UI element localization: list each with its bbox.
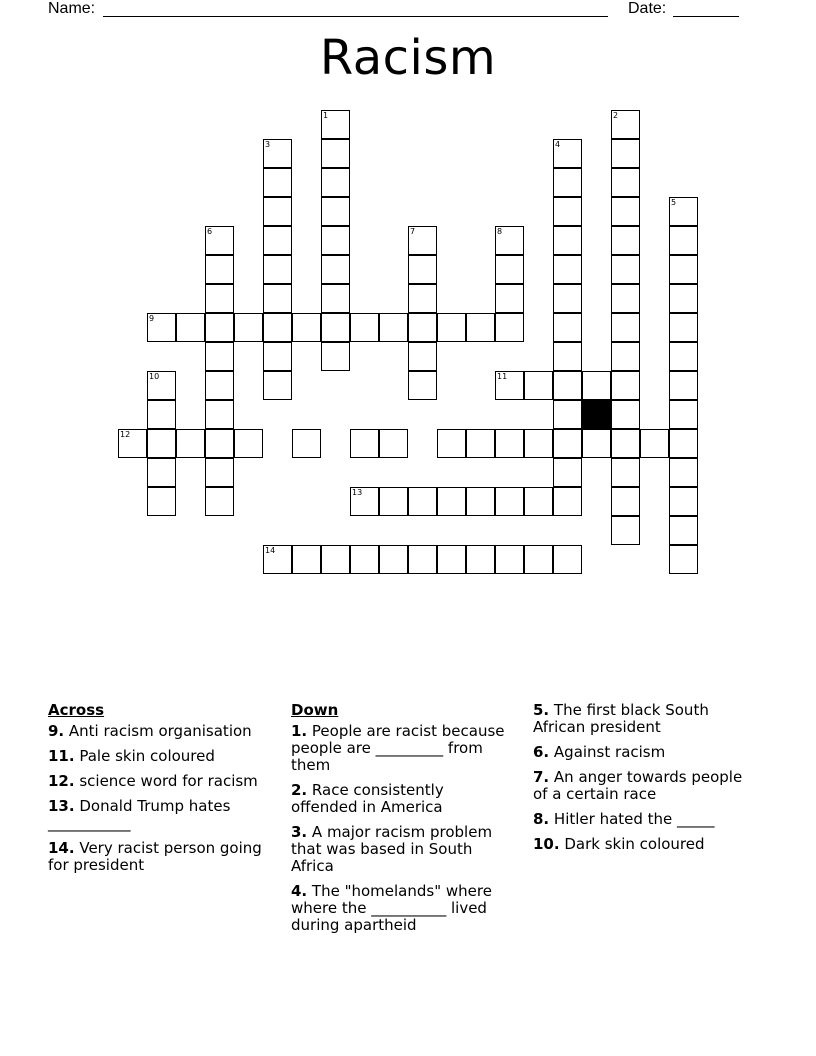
grid-cell[interactable] — [553, 371, 582, 400]
clue-number: 6 — [207, 227, 213, 236]
clue-number: 11 — [497, 372, 508, 381]
grid-cell[interactable] — [437, 313, 466, 342]
grid-cell[interactable] — [553, 168, 582, 197]
grid-cell[interactable] — [611, 168, 640, 197]
grid-cell[interactable] — [176, 313, 205, 342]
clue-number: 13 — [352, 488, 363, 497]
grid-cell[interactable] — [466, 487, 495, 516]
grid-cell[interactable] — [553, 313, 582, 342]
clue-number: 14 — [265, 546, 276, 555]
grid-cell[interactable] — [379, 487, 408, 516]
clue-item — [533, 702, 753, 736]
grid-cell[interactable] — [669, 371, 698, 400]
page-title: Racism — [319, 30, 497, 86]
grid-cell[interactable] — [263, 255, 292, 284]
clue-text: Dark skin coloured — [559, 835, 705, 853]
grid-cell[interactable] — [495, 313, 524, 342]
grid-cell[interactable] — [582, 429, 611, 458]
grid-cell[interactable] — [669, 284, 698, 313]
clue-number-label: 12. — [48, 772, 75, 790]
grid-cell[interactable] — [379, 313, 408, 342]
name-label: Name: — [48, 0, 96, 17]
clue-text: Hitler hated the _____ — [549, 810, 715, 828]
grid-cell[interactable] — [350, 545, 379, 574]
grid-cell[interactable] — [495, 545, 524, 574]
grid-cell[interactable] — [611, 487, 640, 516]
grid-cell[interactable] — [263, 139, 292, 168]
clue-item — [48, 798, 268, 832]
grid-cell[interactable] — [495, 226, 524, 255]
grid-cell[interactable] — [147, 400, 176, 429]
grid-cell[interactable] — [408, 371, 437, 400]
grid-cell[interactable] — [524, 429, 553, 458]
grid-cell[interactable] — [118, 429, 147, 458]
grid-cell[interactable] — [408, 545, 437, 574]
grid-cell[interactable] — [611, 139, 640, 168]
clue-number-label: 11. — [48, 747, 75, 765]
clue-number: 1 — [323, 111, 329, 120]
clue-text: A major racism problem that was based in South Africa — [291, 823, 493, 875]
grid-cell[interactable] — [495, 429, 524, 458]
grid-cell[interactable] — [321, 342, 350, 371]
clue-number: 5 — [671, 198, 677, 207]
grid-cell[interactable] — [611, 284, 640, 313]
grid-cell[interactable] — [524, 487, 553, 516]
grid-cell[interactable] — [669, 313, 698, 342]
grid-cell[interactable] — [263, 168, 292, 197]
grid-cell[interactable] — [321, 139, 350, 168]
grid-cell[interactable] — [524, 371, 553, 400]
grid-cell[interactable] — [553, 197, 582, 226]
grid-cell[interactable] — [611, 197, 640, 226]
grid-cell[interactable] — [437, 487, 466, 516]
clue-item — [48, 723, 268, 740]
grid-cell[interactable] — [495, 487, 524, 516]
clue-number-label: 4. — [291, 882, 308, 900]
grid-cell[interactable] — [408, 226, 437, 255]
grid-cell[interactable] — [466, 429, 495, 458]
grid-cell[interactable] — [263, 197, 292, 226]
across-heading: Across — [48, 701, 105, 719]
grid-cell[interactable] — [669, 487, 698, 516]
grid-cell[interactable] — [408, 342, 437, 371]
clue-item — [533, 744, 753, 761]
across-clues — [48, 702, 268, 882]
grid-cell[interactable] — [321, 255, 350, 284]
grid-cell[interactable] — [495, 255, 524, 284]
grid-cell[interactable] — [263, 313, 292, 342]
grid-cell[interactable] — [147, 371, 176, 400]
grid-cell[interactable] — [205, 313, 234, 342]
down-clues-continued — [533, 702, 753, 861]
grid-cell[interactable] — [408, 255, 437, 284]
clue-item — [291, 883, 511, 934]
clue-number-label: 6. — [533, 743, 550, 761]
clue-text: The first black South African president — [533, 701, 709, 736]
clue-text: People are racist because people are _________ from them — [291, 722, 505, 774]
grid-cell[interactable] — [205, 284, 234, 313]
clue-number: 2 — [613, 111, 619, 120]
grid-cell[interactable] — [669, 342, 698, 371]
grid-cell[interactable] — [147, 429, 176, 458]
clue-number: 3 — [265, 140, 271, 149]
clue-number: 8 — [497, 227, 503, 236]
down-clues — [291, 702, 511, 942]
grid-cell[interactable] — [205, 226, 234, 255]
grid-cell[interactable] — [640, 429, 669, 458]
grid-cell[interactable] — [669, 400, 698, 429]
grid-cell[interactable] — [234, 429, 263, 458]
clue-text: Against racism — [549, 743, 666, 761]
grid-cell[interactable] — [321, 284, 350, 313]
grid-cell[interactable] — [205, 371, 234, 400]
grid-cell[interactable] — [292, 545, 321, 574]
grid-cell[interactable] — [321, 313, 350, 342]
grid-cell[interactable] — [263, 226, 292, 255]
clue-text: Race consistently offended in America — [291, 781, 444, 816]
clue-number-label: 13. — [48, 797, 75, 815]
grid-cell[interactable] — [582, 371, 611, 400]
grid-cell[interactable] — [553, 226, 582, 255]
grid-cell[interactable] — [669, 545, 698, 574]
grid-cell[interactable] — [553, 400, 582, 429]
grid-cell[interactable] — [611, 226, 640, 255]
clue-number-label: 7. — [533, 768, 550, 786]
clue-text: science word for racism — [74, 772, 258, 790]
grid-cell[interactable] — [611, 400, 640, 429]
grid-cell[interactable] — [292, 429, 321, 458]
grid-cell[interactable] — [379, 429, 408, 458]
grid-cell[interactable] — [466, 313, 495, 342]
clue-number: 12 — [120, 430, 131, 439]
grid-cell[interactable] — [205, 487, 234, 516]
grid-cell[interactable] — [495, 284, 524, 313]
grid-cell[interactable] — [495, 371, 524, 400]
grid-cell[interactable] — [205, 400, 234, 429]
clue-number-label: 5. — [533, 701, 550, 719]
clue-item — [48, 840, 268, 874]
clue-number-label: 9. — [48, 722, 65, 740]
grid-cell[interactable] — [611, 255, 640, 284]
grid-cell[interactable] — [524, 545, 553, 574]
clue-text: Very racist person going for president — [48, 839, 262, 874]
grid-cell[interactable] — [553, 429, 582, 458]
grid-cell[interactable] — [147, 313, 176, 342]
grid-cell[interactable] — [611, 429, 640, 458]
grid-cell[interactable] — [263, 284, 292, 313]
grid-cell[interactable] — [321, 197, 350, 226]
grid-cell[interactable] — [263, 545, 292, 574]
grid-cell[interactable] — [321, 168, 350, 197]
date-label: Date: — [628, 0, 667, 17]
clue-number-label: 10. — [533, 835, 560, 853]
grid-cell[interactable] — [321, 226, 350, 255]
grid-cell[interactable] — [669, 255, 698, 284]
grid-cell[interactable] — [611, 342, 640, 371]
grid-cell[interactable] — [205, 458, 234, 487]
clue-item — [533, 836, 753, 853]
clue-item — [48, 748, 268, 765]
grid-cell[interactable] — [379, 545, 408, 574]
clue-number-label: 3. — [291, 823, 308, 841]
clue-number-label: 14. — [48, 839, 75, 857]
grid-cell[interactable] — [669, 226, 698, 255]
grid-cell[interactable] — [437, 429, 466, 458]
grid-cell[interactable] — [321, 110, 350, 139]
clue-item — [533, 811, 753, 828]
clue-text: Donald Trump hates ___________ — [48, 797, 231, 832]
down-heading: Down — [291, 701, 339, 719]
clue-number-label: 2. — [291, 781, 308, 799]
grid-cell[interactable] — [669, 429, 698, 458]
clue-item — [291, 723, 511, 774]
grid-cell[interactable] — [263, 342, 292, 371]
clue-item — [533, 769, 753, 803]
grid-cell[interactable] — [611, 371, 640, 400]
grid-cell[interactable] — [611, 458, 640, 487]
clue-text: Pale skin coloured — [74, 747, 215, 765]
clue-item — [291, 824, 511, 875]
black-cell — [582, 400, 611, 429]
grid-cell[interactable] — [669, 458, 698, 487]
grid-cell[interactable] — [408, 313, 437, 342]
grid-cell[interactable] — [553, 545, 582, 574]
grid-cell[interactable] — [350, 313, 379, 342]
clue-number-label: 1. — [291, 722, 308, 740]
clue-number: 9 — [149, 314, 155, 323]
clue-item — [291, 782, 511, 816]
clue-number: 10 — [149, 372, 160, 381]
grid-cell[interactable] — [611, 313, 640, 342]
grid-cell[interactable] — [350, 487, 379, 516]
grid-cell[interactable] — [553, 458, 582, 487]
grid-cell[interactable] — [553, 487, 582, 516]
grid-cell[interactable] — [292, 313, 321, 342]
grid-cell[interactable] — [553, 342, 582, 371]
clue-text: Anti racism organisation — [64, 722, 252, 740]
grid-cell[interactable] — [437, 545, 466, 574]
grid-cell[interactable] — [234, 313, 263, 342]
grid-cell[interactable] — [147, 458, 176, 487]
grid-cell[interactable] — [147, 487, 176, 516]
grid-cell[interactable] — [205, 342, 234, 371]
clue-number-label: 8. — [533, 810, 550, 828]
grid-cell[interactable] — [611, 516, 640, 545]
clue-text: The "homelands" where where the __________ lived during apartheid — [291, 882, 492, 934]
grid-cell[interactable] — [321, 545, 350, 574]
grid-cell[interactable] — [176, 429, 205, 458]
clue-number: 4 — [555, 140, 561, 149]
grid-cell[interactable] — [611, 110, 640, 139]
grid-cell[interactable] — [263, 371, 292, 400]
clue-item — [48, 773, 268, 790]
clue-text: An anger towards people of a certain race — [533, 768, 743, 803]
grid-cell[interactable] — [553, 255, 582, 284]
grid-cell[interactable] — [466, 545, 495, 574]
grid-cell[interactable] — [553, 139, 582, 168]
grid-cell[interactable] — [408, 487, 437, 516]
grid-cell[interactable] — [205, 255, 234, 284]
grid-cell[interactable] — [553, 284, 582, 313]
grid-cell[interactable] — [408, 284, 437, 313]
grid-cell[interactable] — [350, 429, 379, 458]
grid-cell[interactable] — [669, 516, 698, 545]
clue-number: 7 — [410, 227, 416, 236]
grid-cell[interactable] — [205, 429, 234, 458]
grid-cell[interactable] — [669, 197, 698, 226]
